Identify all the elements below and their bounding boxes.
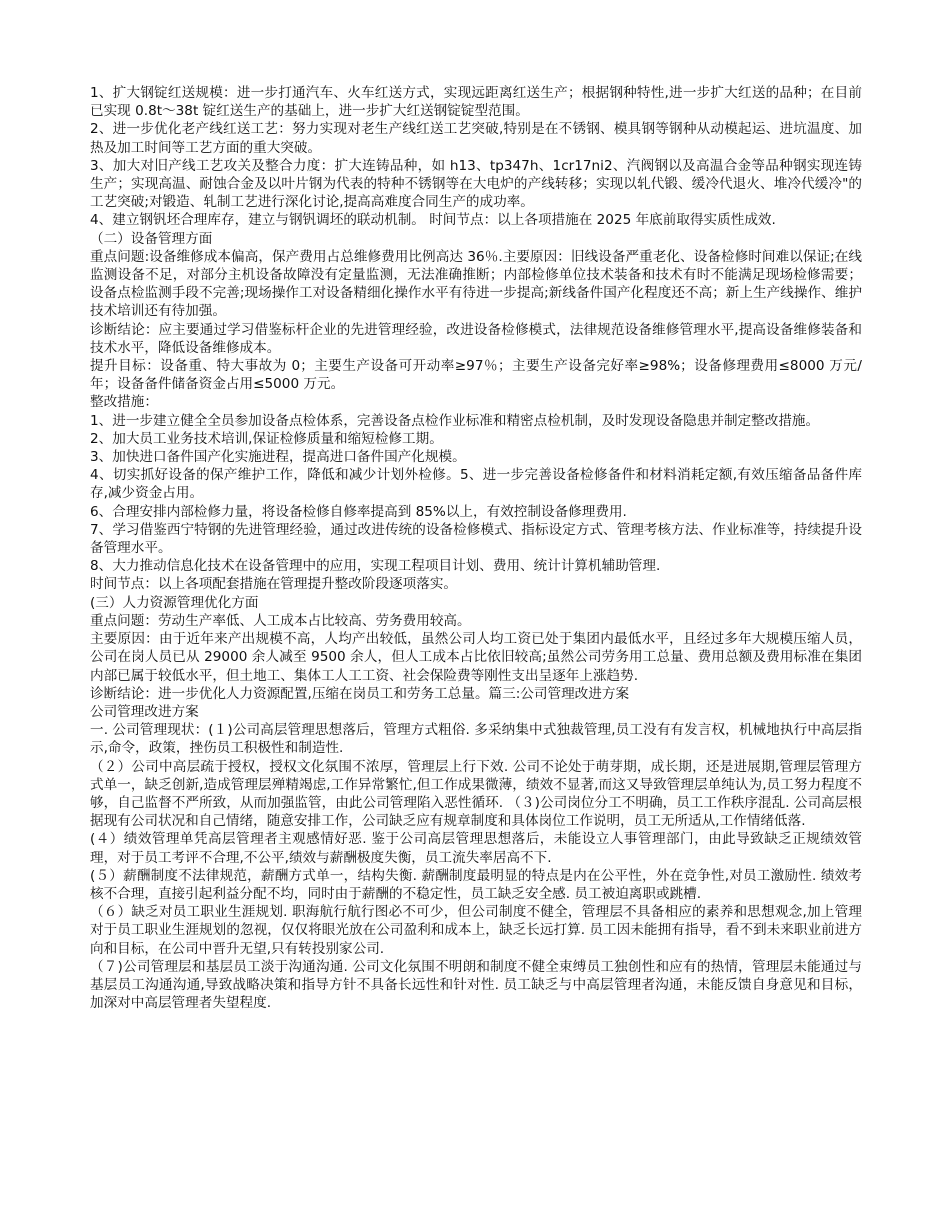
paragraph-equipment-problems: 重点问题:设备维修成本偏高，保产费用占总维修费用比例高达 36％.主要原因：旧线设备严重老化、设备检修时间难以保证;在线监测设备不足，对部分主机设备故障没有定量监测，无法准确推断；内部检修单位技术装备和技术有时不能满足现场检修需要；设备点检监测手段不完善;现场操作工对设备精细化操作水平有待进一步提高;新线备件国产化程度还不高；新上生产线操作、维护技术培训还有待加强。 <box>90 248 862 320</box>
list-item: （７)公司管理层和基层员工淡于沟通沟通. 公司文化氛围不明朗和制度不健全束缚员工独创性和应有的热情，管理层未能通过与基层员工沟通沟通,导致战略决策和指导方针不具备长远性和针对性. 员工缺乏与中高层管理者沟通，未能反馈自身意见和目标，加深对中高层管理者失望程度. <box>90 958 862 1012</box>
paragraph-equipment-timeline: 时间节点：以上各项配套措施在管理提升整改阶段逐项落实。 <box>90 576 458 593</box>
paragraph-optimize-old-line: 2、进一步优化老产线红送工艺：努力实现对老生产线红送工艺突破,特别是在不锈钢、模具钢等钢种从动模起运、进坑温度、加热及加工时间等工艺方面的重大突破。 <box>90 121 862 156</box>
list-item: 4、切实抓好设备的保产维护工作，降低和减少计划外检修。5、进一步完善设备检修备件和材料消耗定额,有效压缩备品备件库存,减少资金占用。 <box>90 467 862 502</box>
list-item: 8、大力推动信息化技术在设备管理中的应用，实现工程项目计划、费用、统计计算机辅助管理. <box>90 558 661 575</box>
list-item: （２）公司中高层疏于授权，授权文化氛围不浓厚，管理层上行下效. 公司不论处于萌芽期，成长期，还是进展期,管理层管理方式单一，缺乏创新,造成管理层殚精竭虑,工作异常繁忙,但工作成果微薄，绩效不显著,而这又导致管理层单纯认为,员工努力程度不够，自己监督不严所致，从而加强监管，由此公司管理陷入恶性循环. （３)公司岗位分工不明确，员工工作秩序混乱. 公司高层根据现有公司状况和自己情绪，随意安排工作，公司缺乏应有规章制度和具体岗位工作说明，员工无所适从,工作情绪低落. <box>90 758 862 830</box>
list-item: (５）薪酬制度不法律规范，薪酬方式单一，结构失衡. 薪酬制度最明显的特点是内在公平性，外在竞争性,对员工激励性. 绩效考核不合理，直接引起利益分配不均，同时由于薪酬的不稳定性，员工缺乏安全感. 员工被迫离职或跳槽. <box>90 867 862 902</box>
list-item: 2、加大员工业务技术培训,保证检修质量和缩短检修工期。 <box>90 430 443 447</box>
paragraph-equipment-diagnosis: 诊断结论：应主要通过学习借鉴标杆企业的先进管理经验，改进设备检修模式，法律规范设备维修管理水平,提高设备维修装备和技术水平，降低设备维修成本。 <box>90 321 862 356</box>
paragraph-expand-hot-delivery: 1、扩大钢锭红送规模：进一步打通汽车、火车红送方式，实现远距离红送生产；根据钢种特性,进一步扩大红送的品种；在目前已实现 0.8t～38t 锭红送生产的基础上，进一步扩大红送钢锭锭型范围。 <box>90 85 862 120</box>
paragraph-hr-causes: 主要原因：由于近年来产出规模不高，人均产出较低，虽然公司人均工资已处于集团内最低水平，且经过多年大规模压缩人员，公司在岗人员已从 29000 余人减至 9500 余人，但人工成本占比依旧较高;虽然公司劳务用工总量、费用总额及费用标准在集团内部已属于较低水平，但土地工、集体工人工工资、社会保险费等刚性支出呈逐年上涨趋势. <box>90 631 862 684</box>
paragraph-process-integration: 3、加大对旧产线工艺攻关及整合力度：扩大连铸品种，如 h13、tp347h、1cr17ni2、汽阀钢以及高温合金等品种钢实现连铸生产；实现高温、耐蚀合金及以叶片钢为代表的特种不锈钢等在大电炉的产线转移；实现以轧代锻、缓冷代退火、堆冷代缓冷"的工艺突破;对锻造、轧制工艺进行深化讨论,提高高难度合同生产的成功率。 <box>90 157 862 211</box>
section-heading-improvement-plan: 公司管理改进方案 <box>90 703 199 720</box>
section-heading-equipment: （二）设备管理方面 <box>90 230 213 247</box>
list-item: (４）绩效管理单凭高层管理者主观感情好恶. 鉴于公司高层管理思想落后，未能设立人事管理部门，由此导致缺乏正规绩效管理，对于员工考评不合理,不公平,绩效与薪酬极度失衡，员工流失率居高不下. <box>90 831 862 866</box>
list-item: 7、学习借鉴西宁特钢的先进管理经验，通过改进传统的设备检修模式、指标设定方式、管理考核方法、作业标准等，持续提升设备管理水平。 <box>90 521 862 557</box>
list-item: 3、加快进口备件国产化实施进程，提高进口备件国产化规模。 <box>90 449 466 466</box>
list-item: 1、进一步建立健全全员参加设备点检体系，完善设备点检作业标准和精密点检机制，及时发现设备隐患并制定整改措施。 <box>90 412 820 429</box>
paragraph-hr-problems: 重点问题：劳动生产率低、人工成本占比较高、劳务费用较高。 <box>90 612 471 629</box>
list-item: 6、合理安排内部检修力量，将设备检修自修率提高到 85%以上，有效控制设备修理费用. <box>90 503 627 520</box>
paragraph-equipment-targets: 提升目标：设备重、特大事故为 0；主要生产设备可开动率≥97％；主要生产设备完好率≥98%；设备修理费用≤8000 万元/年；设备备件储备资金占用≤5000 万元。 <box>90 358 862 393</box>
paragraph-billet-inventory: 4、建立钢钒坯合理库存，建立与钢钒调坯的联动机制。 时间节点：以上各项措施在 2025 年底前取得实质性成效. <box>90 212 776 229</box>
paragraph-hr-diagnosis: 诊断结论：进一步优化人力资源配置,压缩在岗员工和劳务工总量。篇三:公司管理改进方案 <box>90 685 630 702</box>
paragraph-rectification-heading: 整改措施： <box>90 394 158 411</box>
section-heading-hr: (三）人力资源管理优化方面 <box>90 594 259 611</box>
list-item: 一. 公司管理现状：(１)公司高层管理思想落后，管理方式粗俗. 多采纳集中式独裁管理,员工没有有发言权，机械地执行中高层指示,命令，政策，挫伤员工积极性和制造性. <box>90 722 862 757</box>
list-item: （６）缺乏对员工职业生涯规划. 职海航行航行图必不可少，但公司制度不健全，管理层不具备相应的素养和思想观念,加上管理对于员工职业生涯规划的忽视，仅仅将眼光放在公司盈利和成本上，缺乏长远打算. 员工因未能拥有指导，看不到未来职业前进方向和目标，在公司中晋升无望,只有转投别家公司. <box>90 904 862 957</box>
